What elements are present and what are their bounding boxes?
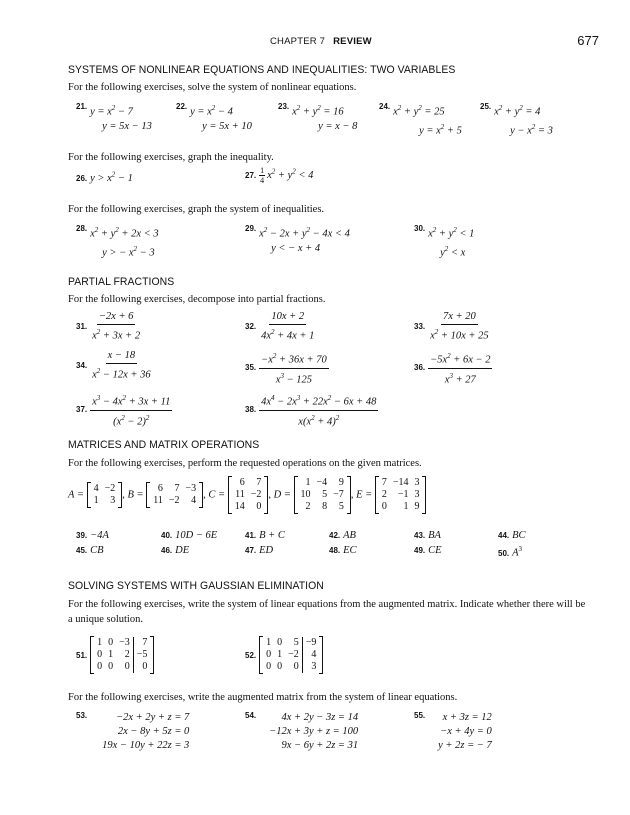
exercise-31: 31. $\frac{-2x + 6}{x^2 + 3x + 2}$ (76, 311, 141, 342)
exercise-55: $^{55.}$ x + 3z = 12 −x + 4y = 0 y + 2z = − 7 (414, 711, 492, 751)
instruction-matrix-ops: For the following exercises, perform the requested operations on the given matrices. (68, 458, 422, 469)
section-title-matrices: MATRICES AND MATRIX OPERATIONS (68, 439, 260, 451)
exercise-40: 40. 10D − 6E (161, 530, 218, 541)
section-label: REVIEW (333, 36, 372, 47)
exercise-37: 37. $\frac{x^3 - 4x^2 + 3x + 11}{(x^2 - 2)^2}$ (76, 394, 171, 427)
exercise-50: 50. $A^3$ (498, 545, 523, 559)
matrix-a: 4 −2 1 3 (87, 482, 123, 508)
exercise-33: 33. $\frac{7x + 20}{x^2 + 10x + 25}$ (414, 311, 489, 342)
exercise-36: 36. $\frac{-5x^2 + 6x - 2}{x^3 + 27}$ (414, 352, 491, 385)
section-title-nonlinear: SYSTEMS OF NONLINEAR EQUATIONS AND INEQUALITIES: TWO VARIABLES (68, 64, 456, 76)
matrix-e: 7 −14 3 2 −1 3 0 1 9 (375, 476, 427, 514)
exercise-52: 52. 1 0 5 −9 0 1 −2 4 0 0 0 3 (245, 636, 323, 674)
exercise-53: $^{53.}$ −2x + 2y + z = 7 2x − 8y + 5z = 0 19x − 10y + 22z = 3 (76, 711, 190, 751)
exercise-22: 22. $y = x^2 - 4$ y = 5x + 10 (176, 102, 252, 132)
exercise-39: 39. −4A (76, 530, 109, 541)
matrix-b: 6 7 −3 11 −2 4 (146, 482, 203, 508)
exercise-21: 21. $y = x^2 - 7$ y = 5x − 13 (76, 102, 152, 132)
instruction-graph-inequality: For the following exercises, graph the inequality. (68, 152, 274, 163)
exercise-41: 41. B + C (245, 530, 285, 541)
exercise-26: 26. $y > x^2 - 1$ (76, 170, 133, 184)
instruction-solve: For the following exercises, solve the system of nonlinear equations. (68, 82, 357, 93)
matrix-c: 6 7 11 −2 14 0 (228, 476, 269, 514)
exercise-24: 24. $x^2 + y^2 = 25$ $y = x^2 + 5$ (379, 102, 462, 136)
exercise-45: 45. CB (76, 545, 104, 556)
exercise-34: 34. $\frac{x - 18}{x^2 - 12x + 36}$ (76, 350, 151, 381)
exercise-23: 23. $x^2 + y^2 = 16$ y = x − 8 (278, 102, 358, 132)
augmented-matrix-51: 1 0 −3 7 0 1 2 −5 0 0 0 0 (90, 636, 154, 674)
exercise-42: 42. AB (329, 530, 356, 541)
exercise-35: 35. $\frac{-x^2 + 36x + 70}{x^3 - 125}$ (245, 352, 327, 385)
instruction-write-system: For the following exercises, write the system of linear equations from the augmented matrix. Indicate whether there will be a unique solution. (68, 599, 586, 625)
exercise-27: 27. $\frac{1}{4}$ $x^2 + y^2 < 4$ (245, 166, 314, 185)
exercise-28: 28. $x^2 + y^2 + 2x < 3$ y > − $x^2 - 3$ (76, 224, 159, 258)
matrix-d: 1 −4 9 10 5 −7 2 8 5 (294, 476, 351, 514)
exercise-29: 29. $x^2 - 2x + y^2 - 4x < 4$ y < − x + 4 (245, 224, 350, 254)
exercise-25: 25. $x^2 + y^2 = 4$ $y - x^2 = 3$ (480, 102, 553, 136)
chapter-label: CHAPTER 7 REVIEW (270, 36, 372, 47)
section-title-gaussian: SOLVING SYSTEMS WITH GAUSSIAN ELIMINATION (68, 580, 324, 592)
exercise-46: 46. DE (161, 545, 190, 556)
exercise-54: $^{54.}$ 4x + 2y − 3z = 14 −12x + 3y + z = 100 9x − 6y + 2z = 31 (245, 711, 359, 751)
page-number: 677 (577, 33, 599, 48)
exercise-30: 30. $x^2 + y^2 < 1$ $y^2 < x$ (414, 224, 475, 258)
exercise-38: 38. $\frac{4x^4 - 2x^3 + 22x^2 - 6x + 48}{x(x^2 + 4)^2}$ (245, 394, 377, 427)
exercise-48: 48. EC (329, 545, 357, 556)
instruction-write-matrix: For the following exercises, write the augmented matrix from the system of linear equations. (68, 692, 458, 703)
exercise-44: 44. BC (498, 530, 526, 541)
augmented-matrix-52: 1 0 5 −9 0 1 −2 4 0 0 0 3 (259, 636, 323, 674)
page-header (0, 33, 630, 56)
exercise-49: 49. CE (414, 545, 442, 556)
given-matrices: A = 4 −2 1 3 , B = 6 7 −3 11 −2 4 , C = 6 7 11 −2 14 0 , D = 1 −4 9 10 5 −7 2 8 5 , E = 7 −14 3 2 −1 3 0 1 9 (68, 476, 588, 514)
exercise-32: 32. $\frac{10x + 2}{4x^2 + 4x + 1}$ (245, 311, 315, 342)
instruction-graph-system: For the following exercises, graph the system of inequalities. (68, 204, 325, 215)
instruction-decompose: For the following exercises, decompose into partial fractions. (68, 294, 326, 305)
exercise-51: 51. 1 0 −3 7 0 1 2 −5 0 0 0 0 (76, 636, 154, 674)
exercise-47: 47. ED (245, 545, 274, 556)
section-title-partial-fractions: PARTIAL FRACTIONS (68, 276, 175, 288)
exercise-43: 43. BA (414, 530, 441, 541)
